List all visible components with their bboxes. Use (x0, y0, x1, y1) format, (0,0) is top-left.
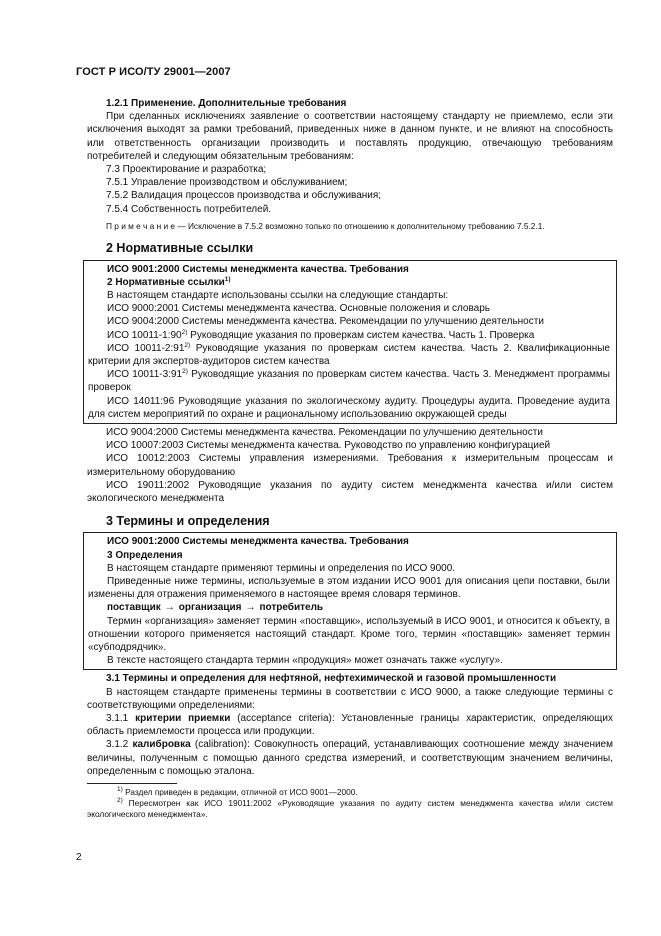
footnote-ref[interactable]: 2) (184, 341, 191, 349)
box-intro: В настоящем стандарте использованы ссылки на следующие стандарты: (107, 289, 449, 301)
term-3-1-1: 3.1.1 критерии приемки (acceptance criteria): Установленные границы характеристик, определяющих область приемлемости процесса или продукции. (87, 713, 613, 738)
list-item: 7.5.4 Собственность потребителей. (106, 203, 272, 215)
footnote: $^{1)}$ Раздел приведен в редакции, отличной от ИСО 9001—2000. (117, 786, 358, 798)
list-item: 7.3 Проектирование и разработка; (106, 164, 267, 176)
box-paragraph: Термин «организация» заменяет термин «поставщик», используемый в ИСО 9001, и относится к объекту, в отношении которого применяется настоящий стандарт. Кроме того, термин «поставщик» заменяет термин «субподрядчик». (88, 615, 610, 654)
box-reference: ИСО 9000:2001 Системы менеджмента качества. Основные положения и словарь (107, 303, 491, 315)
page-number: 2 (76, 852, 82, 863)
box-reference: ИСО 14011:96 Руководящие указания по экологическому аудиту. Процедуры аудита. Проведение аудита для систем мероприятий по охране и рациональному использованию окружающей среды (88, 395, 610, 420)
footnote-ref[interactable]: 2) (181, 328, 188, 336)
box-reference: ИСО 10011-3:91$^{2)}$ Руководящие указания по проверкам систем качества. Часть 3. Менеджмент программы проверок (88, 368, 610, 394)
footnote-divider (87, 783, 177, 784)
note (87, 221, 613, 233)
arrow-right-icon: → (245, 602, 256, 614)
box-reference: ИСО 10011-2:91$^{2)}$ Руководящие указания по проверкам систем качества. Часть 2. Квалификационные критерии для экспертов-аудиторов систем качества (88, 341, 610, 367)
footnote-ref[interactable]: 2) (182, 368, 188, 376)
section-1-2-1-paragraph: При сделанных исключениях заявление о соответствии настоящему стандарту не приемлемо, если эти исключения выходят за рамки требований, приведенных ниже в данном пункте, и не влияют на способность или ответственность организации производить и поставлять продукцию, отвечающую требованиям потребителей и следующим обязательным требованиям: (87, 111, 613, 162)
box-paragraph: В настоящем стандарте применяют термины и определения по ИСО 9000. (107, 562, 456, 574)
box-reference: ИСО 9004:2000 Системы менеджмента качества. Рекомендации по улучшению деятельности (107, 316, 544, 328)
page-content (87, 96, 613, 820)
reference-item: ИСО 10012:2003 Системы управления измерениями. Требования к измерительным процессам и измерительному оборудованию (87, 453, 613, 478)
footnote-ref[interactable]: 1) (224, 275, 231, 283)
list-item: 7.5.1 Управление производством и обслуживанием; (106, 177, 348, 189)
footnote: $^{2)}$ Пересмотрен как ИСО 19011:2002 «Руководящие указания по аудиту систем менеджмента качества и/или систем экологического менеджмента». (87, 797, 613, 820)
section-3-1-heading: 3.1 Термины и определения для нефтяной, нефтехимической и газовой промышленности (106, 673, 557, 685)
box-paragraph: Приведенные ниже термины, используемые в этом издании ИСО 9001 для описания цепи поставки, были изменены для отражения применяемого в настоящее время словаря терминов. (88, 576, 610, 601)
document-header: ГОСТ Р ИСО/ТУ 29001—2007 (76, 66, 231, 78)
box-source-title: ИСО 9001:2000 Системы менеджмента качества. Требования (107, 536, 409, 548)
box-sub-heading: 3 Определения (107, 549, 183, 561)
iso-quote-box-section-3 (83, 532, 617, 670)
section-3-heading: 3 Термины и определения (106, 514, 270, 529)
box-paragraph: В тексте настоящего стандарта термин «продукция» может означать также «услугу». (107, 655, 503, 667)
section-1-2-1-heading: 1.2.1 Применение. Дополнительные требования (106, 98, 347, 109)
note-label: П р и м е ч а н и е (106, 220, 176, 231)
section-2-heading: 2 Нормативные ссылки (106, 241, 254, 256)
reference-item: ИСО 10007:2003 Системы менеджмента качества. Руководство по управлению конфигурацией (106, 440, 551, 452)
box-source-title: ИСО 9001:2000 Системы менеджмента качества. Требования (107, 263, 409, 275)
arrow-right-icon: → (164, 602, 175, 614)
term-3-1-2: 3.1.2 калибровка (calibration): Совокупность операций, устанавливающих соотношение между значением величины, полученным с помощью данного средства измерений, и соответствующим значением величины, определенным с помощью эталона. (87, 739, 613, 777)
supply-chain-line: поставщик → организация → потребитель (107, 602, 324, 614)
iso-quote-box-section-2 (83, 260, 617, 424)
list-item: 7.5.2 Валидация процессов производства и обслуживания; (106, 190, 382, 202)
reference-item: ИСО 9004:2000 Системы менеджмента качества. Рекомендации по улучшению деятельности (106, 426, 543, 438)
section-3-1-paragraph: В настоящем стандарте применены термины в соответствии с ИСО 9000, а также следующие термины с соответствующими определениями: (87, 686, 613, 711)
box-sub-heading: 2 Нормативные ссылки$^{1)}$ (107, 275, 231, 288)
box-reference: ИСО 10011-1:90$^{2)}$ Руководящие указания по проверкам систем качества. Часть 1. Проверка (107, 328, 535, 341)
reference-item: ИСО 19011:2002 Руководящие указания по аудиту систем менеджмента качества и/или систем экологического менеджмента (87, 479, 613, 504)
note-text: — Исключение в 7.5.2 возможно только по отношению к дополнительному требованию 7.5.2.1. (175, 220, 545, 231)
